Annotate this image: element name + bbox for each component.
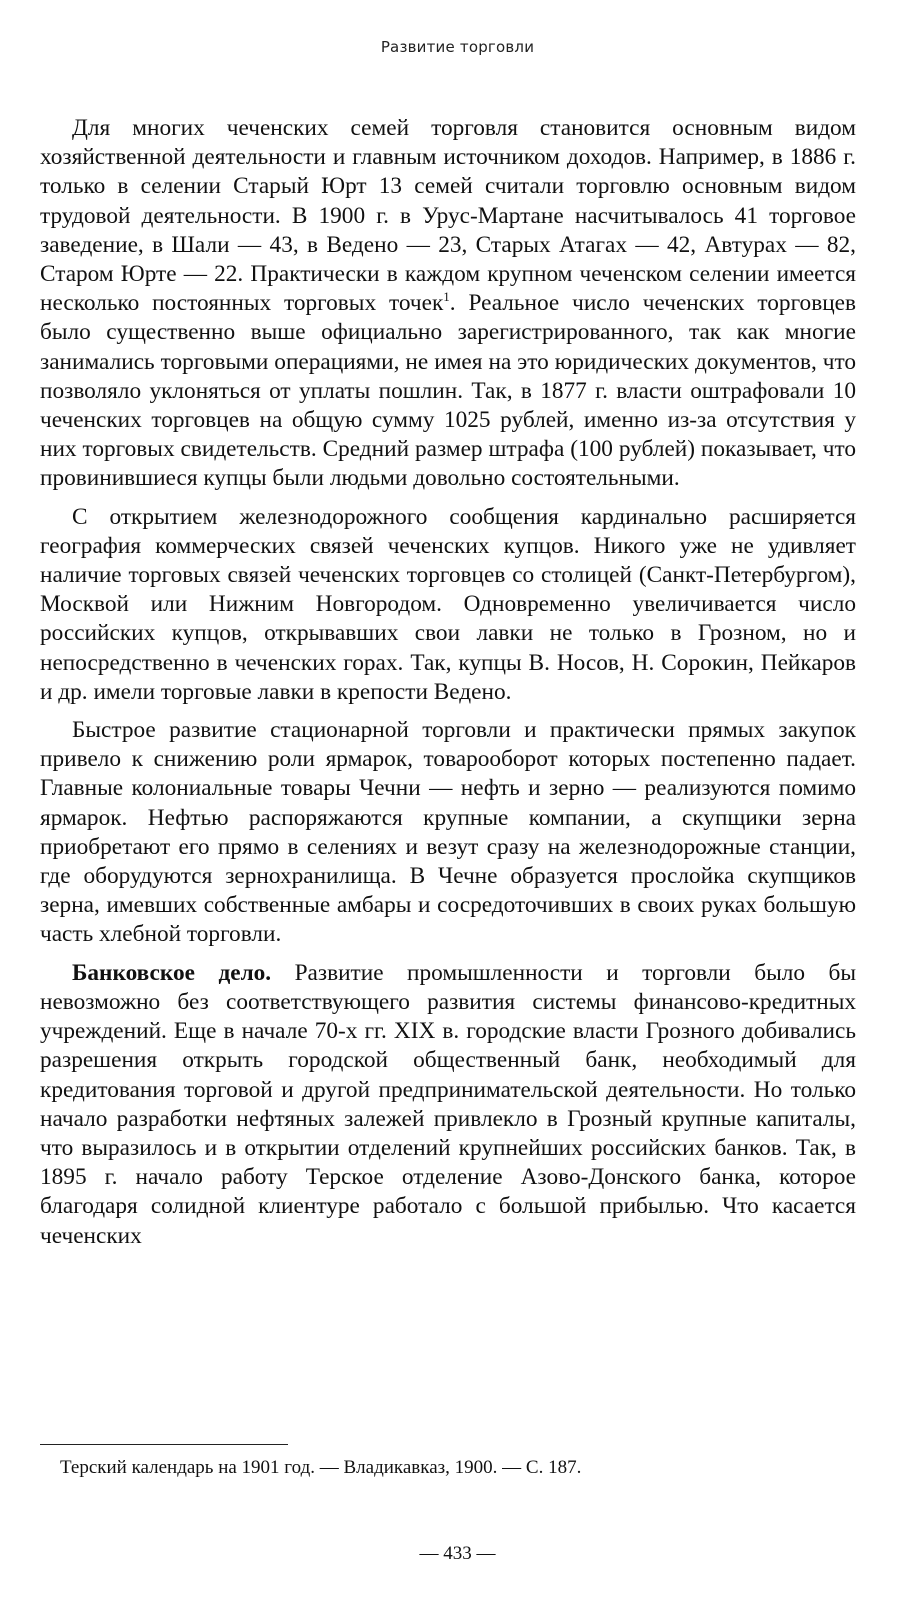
paragraph-text-continued: . Реальное число чеченских торговцев было существенно выше официально зарегистрированного, так как многие занимались торговыми операциями, не имея на это юридических документов, что позволяло уклоняться от уплаты пошлин. Так, в 1877 г. власти оштрафовали 10 чеченских торговцев на общую сумму 1025 рублей, именно из-за отсутствия у них торговых свидетельств. Средний размер штрафа (100 рублей) показывает, что провинившиеся купцы были людьми довольно состоятельными. <box>40 290 856 492</box>
footnote-reference: 1 <box>443 289 450 305</box>
paragraph-banking <box>40 959 856 1251</box>
paragraph-railway-connections <box>40 503 856 707</box>
paragraph-text: Быстрое развитие стационарной торговли и практически прямых закупок привело к снижению роли ярмарок, товарооборот которых постепенно падает. Главные колониальные товары Чечни — нефть и зерно — реализуются помимо ярмарок. Нефтью распоряжаются крупные компании, а скупщики зерна приобретают его прямо в селениях и везут сразу на железнодорожные станции, где оборудуются зернохранилища. В Чечне образуется прослойка скупщиков зерна, имевших собственные амбары и сосредоточивших в своих руках большую часть хлебной торговли. <box>40 717 856 948</box>
paragraph-trade-families <box>40 114 856 494</box>
section-heading: Банковское дело. <box>72 959 272 986</box>
paragraph-text: Развитие промышленности и торговли было бы невозможно без соответствующего развития системы финансово-кредитных учреждений. Еще в начале 70-х гг. XIX в. городские власти Грозного добивались разрешения открыть городской общественный банк, необходимый для кредитования торговой и другой предпринимательской деятельности. Но только начало разработки нефтяных залежей привлекло в Грозный крупные капиталы, что выразилось и в открытии отделений крупнейших российских банков. Так, в 1895 г. начало работу Терское отделение Азово-Донского банка, которое благодаря солидной клиентуре работало с большой прибылью. Что касается чеченских <box>40 959 856 1249</box>
body-text <box>40 114 856 1251</box>
running-head: Развитие торговли <box>380 38 535 56</box>
footnote: Терский календарь на 1901 год. — Владикавказ, 1900. — С. 187. <box>60 1457 582 1478</box>
page-number: — 433 — <box>419 1543 496 1564</box>
paragraph-text: Для многих чеченских семей торговля становится основным видом хозяйственной деятельности и главным источником доходов. Например, в 1886 г. только в селении Старый Юрт 13 семей считали торговлю основным видом трудовой деятельности. В 1900 г. в Урус-Мартане насчитывалось 41 торговое заведение, в Шали — 43, в Ведено — 23, Старых Атагах — 42, Автурах — 82, Старом Юрте — 22. Практически в каждом крупном чеченском селении имеется несколько постоянных торговых точек <box>40 115 856 317</box>
footnote-divider <box>40 1444 288 1445</box>
paragraph-text: С открытием железнодорожного сообщения кардинально расширяется география коммерческих связей чеченских купцов. Никого уже не удивляет наличие торговых связей чеченских торговцев со столицей (Санкт-Петербургом), Москвой или Нижним Новгородом. Одновременно увеличивается число российских купцов, открывавших свои лавки не только в Грозном, но и непосредственно в чеченских горах. Так, купцы В. Носов, Н. Сорокин, Пейкаров и др. имели торговые лавки в крепости Ведено. <box>40 503 856 705</box>
paragraph-fairs-decline <box>40 716 856 950</box>
